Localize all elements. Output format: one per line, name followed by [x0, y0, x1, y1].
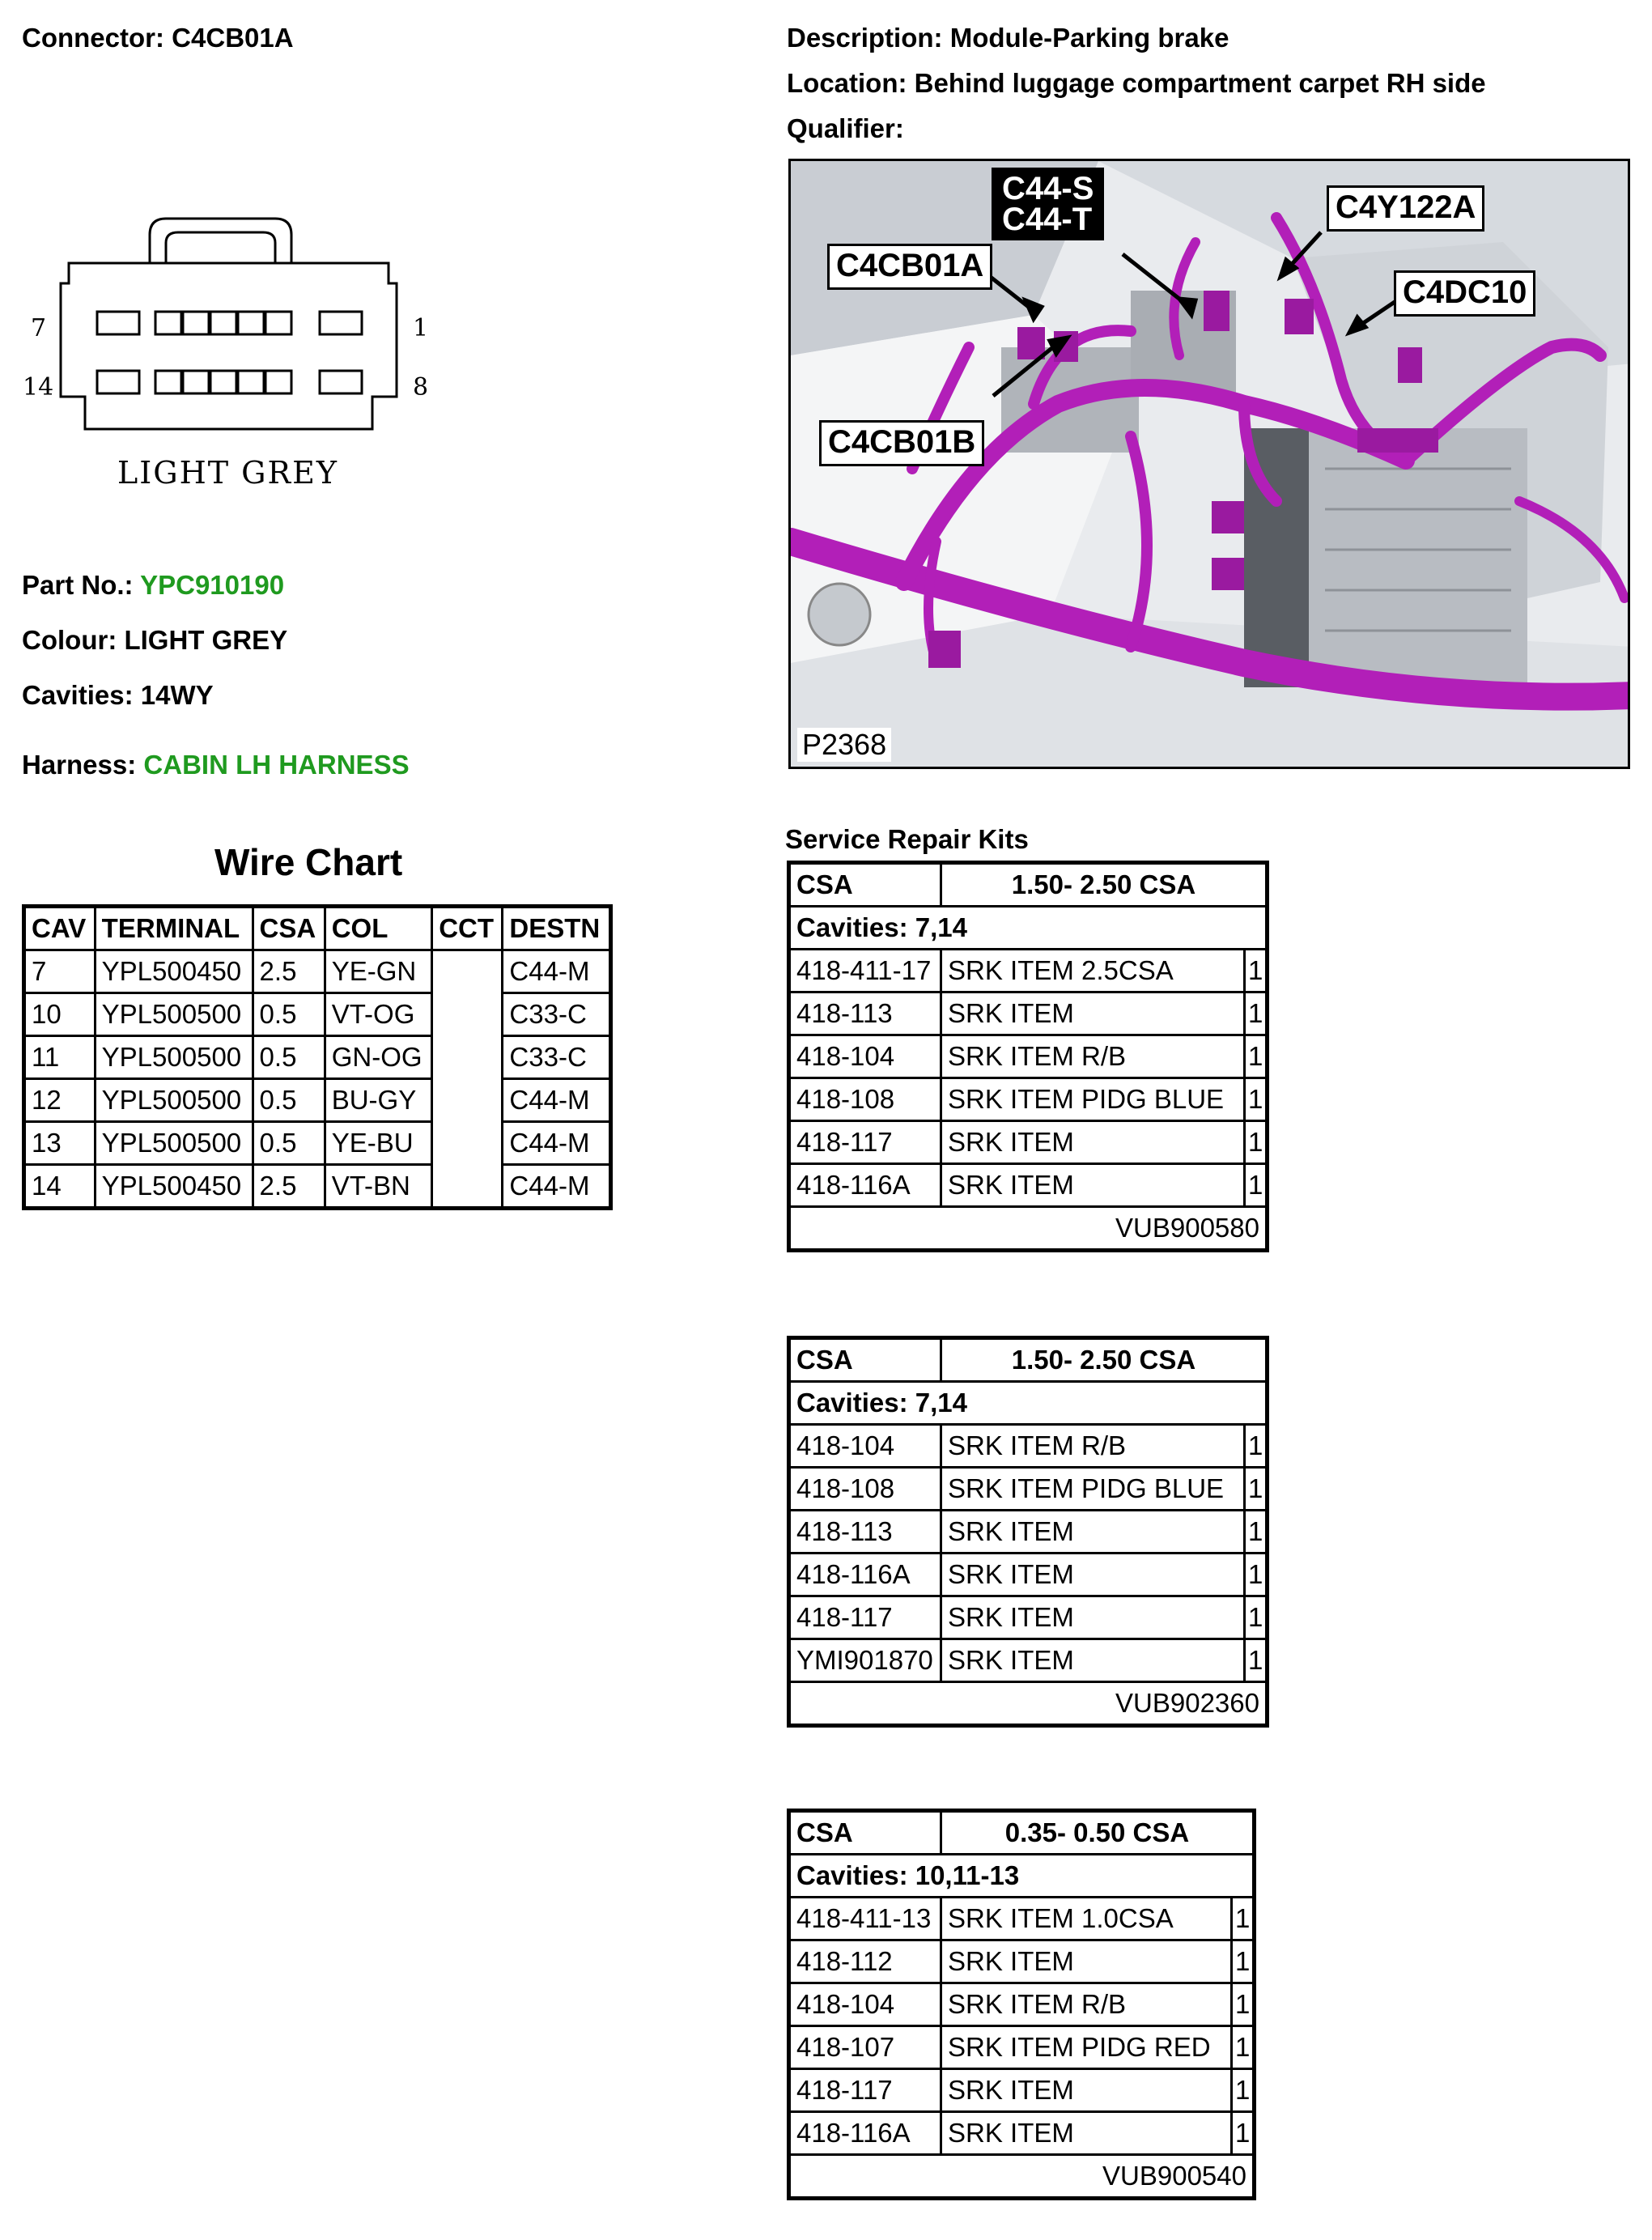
kit-csa-value: 1.50- 2.50 CSA	[941, 863, 1268, 907]
cell-col: GN-OG	[325, 1036, 431, 1079]
kit-item-part: 418-108	[789, 1468, 941, 1511]
cell-col: YE-BU	[325, 1122, 431, 1165]
header-cav: CAV	[24, 907, 96, 950]
kit-item-desc: SRK ITEM	[941, 2069, 1232, 2112]
kit-code-row	[789, 1207, 1268, 1251]
header-terminal: TERMINAL	[95, 907, 253, 950]
cell-destn: C33-C	[503, 993, 611, 1036]
colour-value: LIGHT GREY	[124, 625, 288, 655]
kit-item-part: 418-117	[789, 1596, 941, 1639]
kit-item-desc: SRK ITEM	[941, 1121, 1245, 1164]
kit-item-row	[789, 1164, 1268, 1207]
wire-chart-table	[22, 904, 613, 1210]
kit-item-part: 418-108	[789, 1078, 941, 1121]
description-value: Module-Parking brake	[949, 23, 1229, 53]
cell-cav: 7	[24, 950, 96, 993]
callout-c44-t: C44-T	[1002, 202, 1093, 237]
pin-8-marker: 8	[413, 373, 429, 402]
kit-item-row	[789, 1468, 1268, 1511]
header-csa: CSA	[253, 907, 325, 950]
kit-item-qty: 1	[1245, 1425, 1268, 1468]
kit-item-desc: SRK ITEM PIDG RED	[941, 2026, 1232, 2069]
description-key: Description:	[787, 23, 943, 53]
pin-1-marker: 1	[413, 314, 429, 342]
kit-item-desc: SRK ITEM	[941, 1639, 1245, 1682]
location-value: Behind luggage compartment carpet RH side	[914, 68, 1486, 98]
kit-item-qty: 1	[1245, 1164, 1268, 1207]
kit-item-row	[789, 1078, 1268, 1121]
cell-col: VT-BN	[325, 1165, 431, 1209]
location-label	[787, 68, 1486, 99]
callout-c4cb01a: C4CB01A	[827, 244, 992, 290]
kit-item-desc: SRK ITEM 2.5CSA	[941, 950, 1245, 992]
kit-cavities: Cavities: 10,11-13	[789, 1855, 1255, 1898]
kit-csa-label: CSA	[789, 863, 941, 907]
cell-terminal: YPL500500	[95, 1122, 253, 1165]
kit-item-row	[789, 2026, 1255, 2069]
kit-item-row	[789, 1425, 1268, 1468]
cell-csa: 0.5	[253, 1036, 325, 1079]
description-label	[787, 23, 1229, 53]
cell-csa: 2.5	[253, 1165, 325, 1209]
kit-item-row	[789, 1511, 1268, 1554]
kit-item-qty: 1	[1245, 1596, 1268, 1639]
header-cct: CCT	[432, 907, 503, 950]
callout-c4dc10: C4DC10	[1394, 270, 1535, 317]
cell-destn: C44-M	[503, 950, 611, 993]
kit-item-desc: SRK ITEM	[941, 1554, 1245, 1596]
kit-item-row	[789, 1898, 1255, 1940]
kit-item-qty: 1	[1232, 1940, 1255, 1983]
wire-row	[24, 950, 611, 993]
cell-cav: 11	[24, 1036, 96, 1079]
qualifier-label	[787, 113, 904, 144]
cell-terminal: YPL500500	[95, 1036, 253, 1079]
kit-csa-row	[789, 1338, 1268, 1382]
connector-label	[22, 23, 294, 53]
kit-item-qty: 1	[1245, 1511, 1268, 1554]
harness-label	[22, 750, 410, 780]
kit-item-part: 418-107	[789, 2026, 941, 2069]
kit-item-desc: SRK ITEM R/B	[941, 1035, 1245, 1078]
kit-csa-row	[789, 1811, 1255, 1855]
kit-item-desc: SRK ITEM R/B	[941, 1983, 1232, 2026]
callout-c4cb01b: C4CB01B	[819, 420, 984, 466]
cell-terminal: YPL500450	[95, 950, 253, 993]
kit-item-row	[789, 1121, 1268, 1164]
wire-chart-title: Wire Chart	[214, 841, 403, 883]
cell-csa: 0.5	[253, 1079, 325, 1122]
cell-cav: 13	[24, 1122, 96, 1165]
service-repair-kits-title: Service Repair Kits	[785, 824, 1029, 854]
cell-terminal: YPL500500	[95, 993, 253, 1036]
cell-cav: 14	[24, 1165, 96, 1209]
cell-csa: 0.5	[253, 993, 325, 1036]
wire-chart-header-row	[24, 907, 611, 950]
kit-cavities-row	[789, 907, 1268, 950]
kit-item-qty: 1	[1232, 2026, 1255, 2069]
cell-csa: 0.5	[253, 1122, 325, 1165]
kit-item-part: 418-113	[789, 992, 941, 1035]
connector-face-diagram	[16, 206, 437, 514]
kit-item-part: 418-116A	[789, 1164, 941, 1207]
kit-cavities-row	[789, 1382, 1268, 1425]
kit-item-desc: SRK ITEM	[941, 1511, 1245, 1554]
kit-item-qty: 1	[1245, 1078, 1268, 1121]
kit-item-row	[789, 1940, 1255, 1983]
kit-item-desc: SRK ITEM	[941, 992, 1245, 1035]
kit-csa-label: CSA	[789, 1338, 941, 1382]
kit-item-row	[789, 992, 1268, 1035]
kit-item-qty: 1	[1245, 1468, 1268, 1511]
cavities-label	[22, 680, 214, 711]
kit-item-qty: 1	[1245, 1639, 1268, 1682]
kit-cavities: Cavities: 7,14	[789, 907, 1268, 950]
wire-row	[24, 1165, 611, 1209]
kit-item-row	[789, 2112, 1255, 2155]
kit-item-qty: 1	[1245, 992, 1268, 1035]
kit-item-desc: SRK ITEM PIDG BLUE	[941, 1078, 1245, 1121]
kit-csa-value: 1.50- 2.50 CSA	[941, 1338, 1268, 1382]
kit-item-part: 418-104	[789, 1983, 941, 2026]
repair-kit-table-3	[787, 1809, 1256, 2200]
cell-cct	[432, 950, 503, 1209]
kit-item-row	[789, 950, 1268, 992]
callout-c44-s: C44-S	[1002, 171, 1094, 206]
cavities-key: Cavities:	[22, 680, 134, 710]
cell-terminal: YPL500450	[95, 1165, 253, 1209]
qualifier-key: Qualifier:	[787, 113, 904, 143]
cell-cav: 10	[24, 993, 96, 1036]
connector-value: C4CB01A	[172, 23, 294, 53]
kit-item-desc: SRK ITEM PIDG BLUE	[941, 1468, 1245, 1511]
kit-item-desc: SRK ITEM	[941, 1164, 1245, 1207]
location-key: Location:	[787, 68, 907, 98]
kit-item-part: YMI901870	[789, 1639, 941, 1682]
callout-c4y122a: C4Y122A	[1327, 185, 1484, 232]
cell-destn: C44-M	[503, 1165, 611, 1209]
kit-item-qty: 1	[1245, 1554, 1268, 1596]
kit-item-row	[789, 1035, 1268, 1078]
cell-destn: C33-C	[503, 1036, 611, 1079]
kit-item-part: 418-117	[789, 2069, 941, 2112]
kit-csa-row	[789, 863, 1268, 907]
kit-item-desc: SRK ITEM 1.0CSA	[941, 1898, 1232, 1940]
kit-item-desc: SRK ITEM R/B	[941, 1425, 1245, 1468]
kit-item-part: 418-117	[789, 1121, 941, 1164]
colour-caption: LIGHT GREY	[117, 455, 338, 491]
kit-item-part: 418-113	[789, 1511, 941, 1554]
pin-7-marker: 7	[31, 314, 47, 342]
kit-item-qty: 1	[1245, 1121, 1268, 1164]
cell-destn: C44-M	[503, 1079, 611, 1122]
connector-key: Connector:	[22, 23, 164, 53]
kit-code: VUB902360	[789, 1682, 1268, 1726]
kit-item-part: 418-411-17	[789, 950, 941, 992]
wire-row	[24, 1036, 611, 1079]
kit-item-qty: 1	[1232, 1983, 1255, 2026]
kit-item-part: 418-411-13	[789, 1898, 941, 1940]
kit-item-qty: 1	[1232, 1898, 1255, 1940]
kit-item-part: 418-104	[789, 1035, 941, 1078]
kit-item-row	[789, 1596, 1268, 1639]
repair-kit-table-1	[787, 861, 1269, 1252]
cavities-value: 14WY	[140, 680, 214, 710]
cell-csa: 2.5	[253, 950, 325, 993]
kit-item-part: 418-112	[789, 1940, 941, 1983]
repair-kit-table-2	[787, 1336, 1269, 1728]
photo-code: P2368	[797, 728, 891, 762]
kit-code-row	[789, 2155, 1255, 2199]
part-no-value: YPC910190	[140, 570, 285, 600]
wire-row	[24, 1122, 611, 1165]
kit-item-row	[789, 1554, 1268, 1596]
kit-item-part: 418-116A	[789, 1554, 941, 1596]
kit-item-part: 418-104	[789, 1425, 941, 1468]
kit-item-desc: SRK ITEM	[941, 2112, 1232, 2155]
kit-csa-value: 0.35- 0.50 CSA	[941, 1811, 1255, 1855]
kit-item-part: 418-116A	[789, 2112, 941, 2155]
wire-row	[24, 993, 611, 1036]
kit-cavities: Cavities: 7,14	[789, 1382, 1268, 1425]
kit-item-row	[789, 1983, 1255, 2026]
callout-c44-s-t	[992, 168, 1104, 240]
header-col: COL	[325, 907, 431, 950]
kit-item-qty: 1	[1245, 1035, 1268, 1078]
kit-item-qty: 1	[1245, 950, 1268, 992]
kit-code: VUB900580	[789, 1207, 1268, 1251]
part-no-label	[22, 570, 284, 601]
part-no-key: Part No.:	[22, 570, 134, 600]
cell-col: YE-GN	[325, 950, 431, 993]
cell-cav: 12	[24, 1079, 96, 1122]
wire-row	[24, 1079, 611, 1122]
harness-value: CABIN LH HARNESS	[143, 750, 410, 780]
kit-item-row	[789, 1639, 1268, 1682]
kit-csa-label: CSA	[789, 1811, 941, 1855]
header-destn: DESTN	[503, 907, 611, 950]
harness-key: Harness:	[22, 750, 137, 780]
cell-terminal: YPL500500	[95, 1079, 253, 1122]
kit-code: VUB900540	[789, 2155, 1255, 2199]
kit-item-row	[789, 2069, 1255, 2112]
kit-item-qty: 1	[1232, 2112, 1255, 2155]
kit-item-desc: SRK ITEM	[941, 1596, 1245, 1639]
location-photo	[788, 159, 1630, 769]
cell-col: BU-GY	[325, 1079, 431, 1122]
kit-code-row	[789, 1682, 1268, 1726]
cell-col: VT-OG	[325, 993, 431, 1036]
pin-14-marker: 14	[23, 373, 54, 402]
kit-item-qty: 1	[1232, 2069, 1255, 2112]
kit-item-desc: SRK ITEM	[941, 1940, 1232, 1983]
colour-key: Colour:	[22, 625, 117, 655]
kit-cavities-row	[789, 1855, 1255, 1898]
colour-label	[22, 625, 287, 656]
cell-destn: C44-M	[503, 1122, 611, 1165]
